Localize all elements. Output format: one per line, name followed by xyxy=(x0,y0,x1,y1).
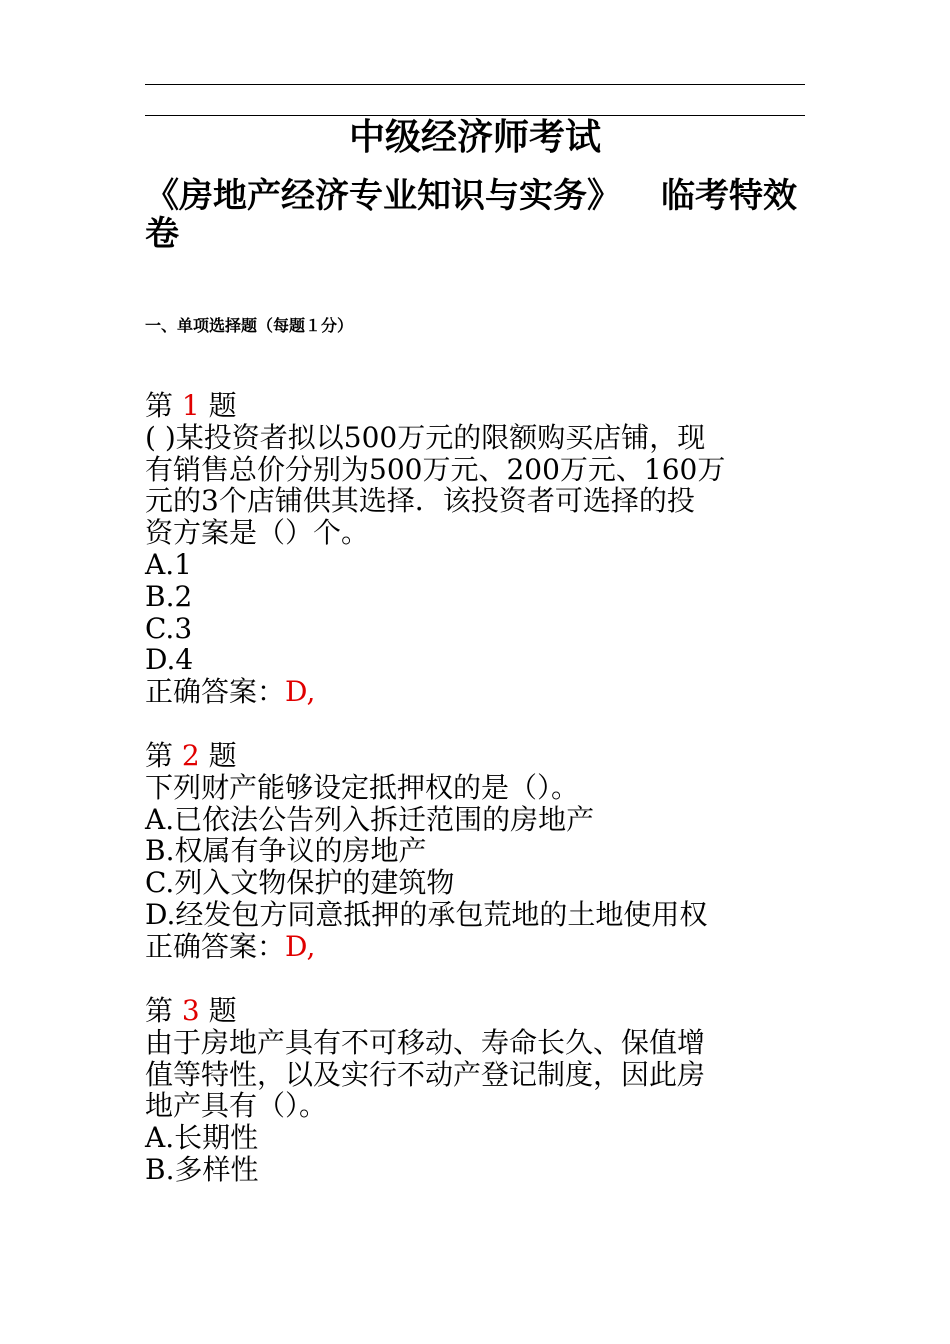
question-number: 3 xyxy=(181,994,200,1027)
question-3-header xyxy=(145,995,800,1027)
question-stem-line: 地产具有（）。 xyxy=(145,1089,328,1123)
question-2 xyxy=(145,740,800,963)
question-prefix: 第 xyxy=(145,389,174,422)
option-a: A.已依法公告列入拆迁范围的房地产 xyxy=(145,802,595,836)
answer-line xyxy=(145,931,800,963)
section-heading: 一、单项选择题（每题１分） xyxy=(145,316,354,335)
question-3 xyxy=(145,995,800,1186)
answer-label: 正确答案： xyxy=(145,929,286,963)
answer-line xyxy=(145,676,800,708)
question-2-header xyxy=(145,740,800,772)
question-stem-line: 下列财产能够设定抵押权的是（）。 xyxy=(145,770,580,804)
question-stem-line: 由于房地产具有不可移动、寿命长久、保值增 xyxy=(145,1025,706,1059)
document-title: 中级经济师考试 xyxy=(348,116,601,158)
option-b: B.权属有争议的房地产 xyxy=(145,834,427,868)
question-stem-line: ( )某投资者拟以500万元的限额购买店铺，现 xyxy=(145,420,706,454)
question-prefix: 第 xyxy=(145,739,174,772)
question-prefix: 第 xyxy=(145,994,174,1027)
question-stem-line: 资方案是（）个。 xyxy=(145,516,370,550)
document-subtitle xyxy=(145,177,810,253)
question-stem-line: 有销售总价分别为500万元、200万元、160万 xyxy=(145,452,726,486)
question-number: 2 xyxy=(181,739,200,772)
subtitle-tail: 临考特效卷 xyxy=(145,176,797,254)
question-suffix: 题 xyxy=(208,389,237,422)
question-1-header xyxy=(145,390,800,422)
question-number: 1 xyxy=(181,389,200,422)
option-a: A.长期性 xyxy=(145,1121,259,1155)
question-stem-line: 值等特性，以及实行不动产登记制度，因此房 xyxy=(145,1057,706,1091)
top-rule-1 xyxy=(145,84,805,85)
question-stem-line: 元的3个店铺供其选择．该投资者可选择的投 xyxy=(145,484,695,518)
option-a: A.1 xyxy=(145,547,192,581)
answer-value: D, xyxy=(285,675,316,709)
question-1 xyxy=(145,390,800,708)
answer-value: D, xyxy=(285,929,316,963)
option-d: D.经发包方同意抵押的承包荒地的土地使用权 xyxy=(145,897,708,931)
option-c: C.列入文物保护的建筑物 xyxy=(145,866,455,900)
subtitle-main: 《房地产经济专业知识与实务》 xyxy=(145,176,621,216)
option-b: B.2 xyxy=(145,579,193,613)
option-b: B.多样性 xyxy=(145,1152,259,1186)
option-d: D.4 xyxy=(145,643,194,677)
option-c: C.3 xyxy=(145,611,193,645)
answer-label: 正确答案： xyxy=(145,675,286,709)
question-suffix: 题 xyxy=(208,739,237,772)
question-suffix: 题 xyxy=(208,994,237,1027)
